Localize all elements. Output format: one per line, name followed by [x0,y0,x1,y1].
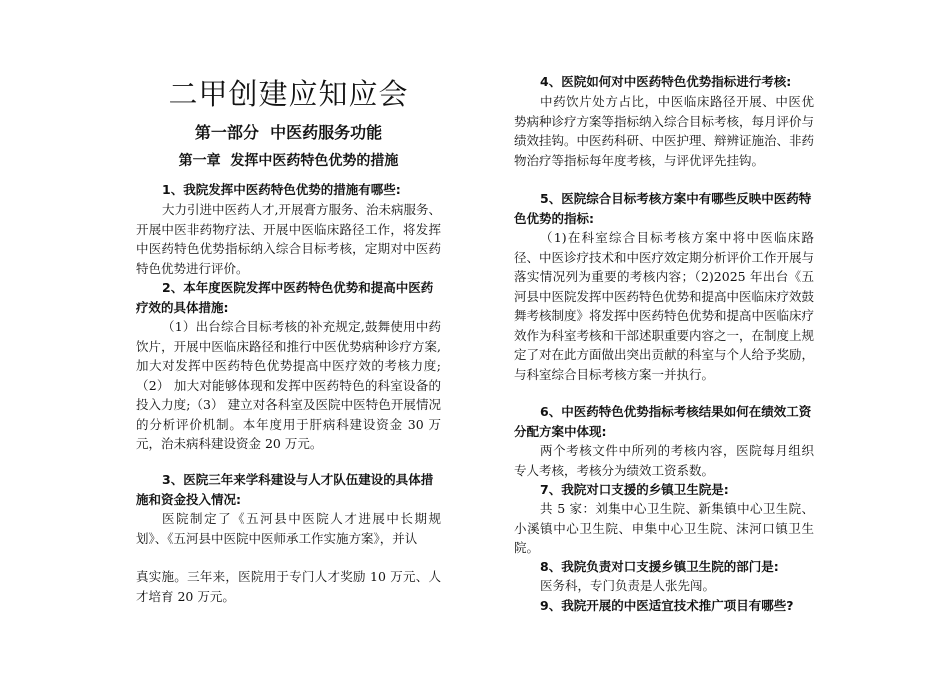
question-1: 1、我院发挥中医药特色优势的措施有哪些: [162,182,401,197]
chapter-heading: 第一章 发挥中医药特色优势的措施 [178,153,399,169]
document-title: 二甲创建应知应会 [168,77,409,111]
question-7: 7、我院对口支援的乡镇卫生院是: [540,482,729,497]
part-heading: 第一部分 中医药服务功能 [194,123,383,142]
answer-6: 两个考核文件中所列的考核内容，医院每月组织专人考核，考核分为绩效工资系数。 [514,443,814,478]
question-9: 9、我院开展的中医适宜技术推广项目有哪些? [540,598,794,613]
answer-3-part-1: 医院制定了《五河县中医院人才进展中长期规划》、《五河县中医院中医师承工作实施方案》，并认 [136,511,441,546]
question-5: 5、医院综合目标考核方案中有哪些反映中医药特色优势的指标: [514,191,812,226]
question-3: 3、医院三年来学科建设与人才队伍建设的具体措施和资金投入情况: [136,472,434,507]
question-2: 2、本年度医院发挥中医药特色优势和提高中医药疗效的具体措施: [136,280,434,315]
question-4: 4、医院如何对中医药特色优势指标进行考核: [540,74,792,89]
answer-1: 大力引进中医药人才,开展膏方服务、治未病服务、开展中医非药物疗法、开展中医临床路径工作，将发挥中医药特色优势指标纳入综合目标考核，定期对中医药特色优势进行评价。 [136,202,441,276]
question-8: 8、我院负责对口支援乡镇卫生院的部门是: [540,559,779,574]
answer-3-part-2: 真实施。三年来，医院用于专门人才奖励 10 万元、人才培育 20 万元。 [136,569,441,604]
question-6: 6、中医药特色优势指标考核结果如何在绩效工资分配方案中体现: [514,404,812,439]
answer-8: 医务科，专门负责是人张先闯。 [540,578,716,593]
answer-4: 中药饮片处方占比，中医临床路径开展、中医优势病种诊疗方案等指标纳入综合目标考核，每月评价与绩效挂钩。中医药科研、中医护理、辩辨证施治、非药物治疗等指标每年度考核，与评优评先挂钩。 [514,94,815,168]
answer-5: （1)在科室综合目标考核方案中将中医临床路径、中医诊疗技术和中医疗效定期分析评价工作开展与落实情况列为重要的考核内容；（2)2025 年出台《五河县中医院发挥中医药特色优势和提高中医临床疗效鼓舞考核制度》将发挥中医药特色优势和提高中医临床疗效作为科室考核和干部述职重要内容之一，在制度上规定了对在此方面做出突出贡献的科室与个人给予奖励，与科室综合目标考核方案一并执行。 [514,230,815,382]
answer-7: 共 5 家：刘集中心卫生院、新集镇中心卫生院、小溪镇中心卫生院、申集中心卫生院、沫河口镇卫生院。 [514,501,814,555]
answer-2: （1）出台综合目标考核的补充规定,鼓舞使用中药饮片，开展中医临床路径和推行中医优势病种诊疗方案,加大对发挥中医药特色优势提高中医疗效的考核力度;（2） 加大对能够体现和发挥中医药特色的科室设备的投入力度;（3） 建立对各科室及医院中医特色开展情况的分析评价机制。本年度用于肝病科建设资金 30 万元，治未病科建设资金 20 万元。 [136,319,441,451]
